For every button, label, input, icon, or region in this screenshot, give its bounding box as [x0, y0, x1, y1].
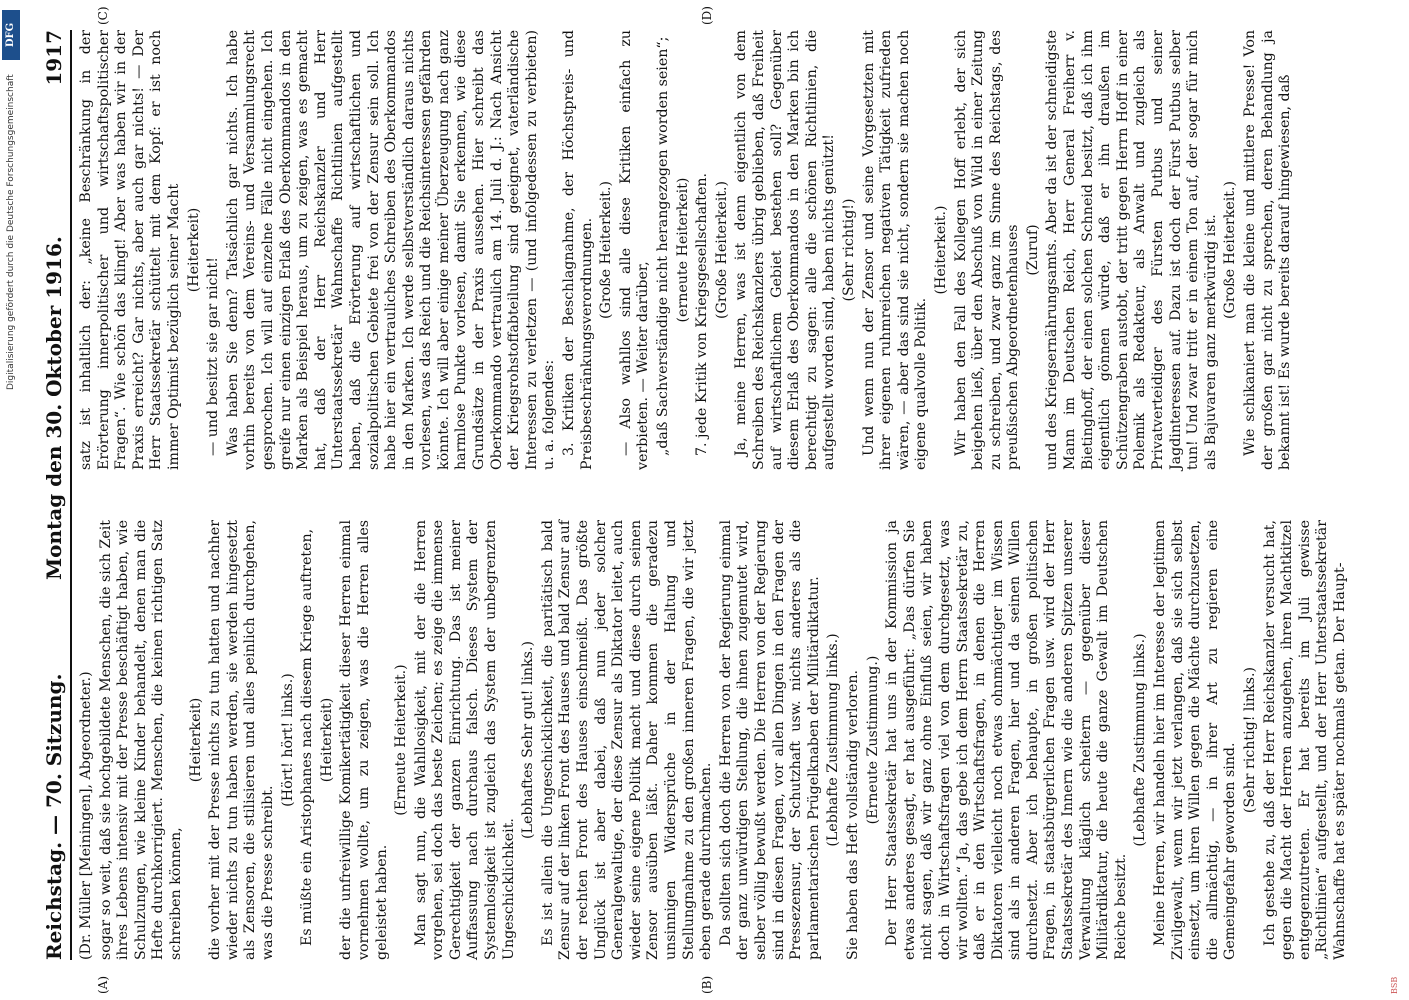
paragraph: die vorher mit der Presse nichts zu tun hatten und nachher wieder nichts zu tun haben werden, sie werden hingesetzt als Zensoren, die stilisieren und alles peinlich durchgehen, was die Presse schreibt.: [207, 520, 276, 960]
paragraph: — und besitzt sie gar nicht!: [205, 257, 222, 456]
paragraph: Sie haben das Heft vollständig verloren.: [844, 670, 861, 960]
margin-mark-d: (D): [700, 6, 714, 25]
digitization-strip: [0, 0, 26, 1000]
interjection: (Große Heiterkeit.): [1222, 180, 1239, 320]
right-column: [78, 30, 1297, 470]
margin-mark-c: (C): [96, 6, 110, 25]
interjection: (Lebhafte Zustimmung links.): [1132, 633, 1149, 847]
header-session: Reichstag. — 70. Sitzung.: [42, 673, 66, 960]
left-column: [78, 520, 1352, 960]
interjection: (Sehr richtig! links.): [1242, 666, 1258, 814]
interjection: (Lebhaftes Sehr gut! links.): [520, 641, 537, 839]
interjection: (Heiterkeit): [318, 697, 335, 783]
paragraph: — Also wahllos sind alle diese Kritiken einfach zu verbieten. — Weiter darüber,: [617, 30, 652, 470]
interjection: (Heiterkeit.): [932, 205, 949, 295]
paragraph: Da sollten sich doch die Herren von der Regierung einmal der ganz unwürdigen Stellung, die ihnen zugemutet wird, selber völlig bewußt werden. Die Herren von der Regierung sind in diesen Fragen, vor allen Dingen in den Fragen der Pressezensur, der Schutzhaft usw. nichts anderes als die parlamentarischen Prügelknaben der Militärdiktatur.: [717, 520, 822, 960]
margin-mark-b: (B): [700, 975, 714, 994]
interjection: (erneute Heiterkeit): [674, 177, 691, 323]
paragraph: Ich gestehe zu, daß der Herr Reichskanzler versucht hat, gegen die Macht der Herren anzugehen, ihren Machtkitzel entgegenzutreten. Er hat bereits im Juli gewisse „Richtlinien“ aufgestellt, und der Herr Unterstaatssekretär Wahnschaffe hat es später nochmals getan. Der Haupt-: [1261, 520, 1348, 960]
interjection: (Erneute Zustimmung.): [864, 655, 881, 825]
paragraph: Es müßte ein Aristophanes nach diesem Kriege auftreten,: [299, 528, 316, 946]
dfg-funding-note: Digitalisierung gefördert durch die Deutsche Forschungsgemeinschaft: [6, 74, 16, 390]
paragraph: Es ist allein die Ungeschicklichkeit, die paritätisch bald Zensur auf der linken Front des Hauses und bald Zensur auf der rechten Front des Hauses einschmeißt. Das größte Unglück ist aber dabei, daß nun jeder solcher Generalgewaltige, der diese Zensur als Diktator leitet, auch wieder seine eigene Politik macht und diese durch seinen Zensor ausüben läßt. Daher kommen die geradezu unsinnigen Widersprüche in der Haltung und Stellungnahme zu den großen inneren Fragen, die wir jetzt eben gerade durchmachen.: [539, 520, 715, 960]
interjection: (Erneute Heiterkeit.): [393, 664, 410, 816]
paragraph: Man sagt nun, die Wahllosigkeit, mit der die Herren vorgehen, sei doch das beste Zeichen; es zeige die immense Gerechtigkeit der ganzen Einrichtung. Das ist meiner Auffassung nach durchaus falsch. Dieses System der Systemlosigkeit ist zugleich das System der unbegrenzten Ungeschicklichkeit.: [412, 520, 517, 960]
dfg-logo: DFG: [2, 10, 20, 60]
paragraph: 7. jede Kritik von Kriegsgesellschaften.: [694, 172, 711, 456]
interjection: (Heiterkeit): [187, 697, 204, 783]
interjection: (Sehr richtig!): [840, 198, 857, 302]
header-date: Montag den 30. Oktober 1916.: [42, 236, 66, 580]
bsb-mark: BSB: [1390, 976, 1399, 994]
paragraph: Was haben Sie denn? Tatsächlich gar nichts. Ich habe vorhin bereits von dem Vereins- und Versammlungsrecht gesprochen. Ich will auf einzelne Fälle nicht eingehen. Ich greife nur einen einzigen Erlaß des Oberkommandos in den Marken als Beispiel heraus, um zu zeigen, was es gemacht hat, daß der Herr Reichskanzler und Herr Unterstaatssekretär Wahnschaffe Richtlinien aufgestellt haben, daß die Erörterung auf wirtschaftlichen und sozialpolitischen Gebiete frei von der Zensur sein soll. Ich habe hier ein vertrauliches Schreiben des Oberkommandos in den Marken. Ich werde selbstverständlich daraus nichts vorlesen, was das Reich und die Reichsinteressen gefährden könnte. Ich will aber einige meiner Überzeugung nach ganz harmlose Punkte vorlesen, damit Sie erkennen, wie diese Grundsätze in der Praxis aussehen. Hier schreibt das Oberkommando vertraulich am 14. Juli d. J.: Nach Ansicht der Kriegsrohstoffabteilung sind geeignet, vaterländische Interessen zu verletzen — (und infolgedessen zu verbieten) u. a. folgendes:: [224, 30, 558, 470]
paragraph: Wir haben den Fall des Kollegen Hoff erlebt, der sich beigehen ließ, über den Abschuß von Wild in einer Zeitung zu schreiben, und zwar ganz im Sinne des Reichstags, des preußischen Abgeordnetenhauses: [952, 30, 1022, 470]
paragraph: 3. Kritiken der Beschlagnahme, der Höchstpreis- und Preisbeschränkungsverordnungen.: [561, 30, 595, 470]
interjection: (Hört! hört! links.): [279, 673, 296, 807]
page-header: [30, 30, 72, 960]
page-number: 1917: [42, 30, 66, 86]
interjection: (Große Heiterkeit.): [713, 180, 730, 320]
paragraph: Wie schikaniert man die kleine und mittlere Presse! Von der großen gar nicht zu sprechen, deren Behandlung ja bekannt ist! Es wurde bereits darauf hingewiesen, daß: [1242, 30, 1294, 470]
interjection: (Zuruf): [1024, 224, 1041, 276]
paragraph: Meine Herren, wir handeln hier im Interesse der legitimen Zivilgewalt, wenn wir jetzt verlangen, daß sie sich selbst einsetzt, um ihren Willen gegen die Mächte durchzusetzen, die allmächtig, — in ihrer Art zu regieren eine Gemeingefahr geworden sind.: [1152, 520, 1239, 960]
paragraph: der die unfreiwillige Komikertätigkeit dieser Herren einmal vornehmen wollte, um zu zeigen, was die Herren alles geleistet haben.: [338, 520, 390, 960]
interjection: (Lebhafte Zustimmung links.): [825, 633, 842, 847]
paragraph: Ja, meine Herren, was ist denn eigentlich von dem Schreiben des Reichskanzlers übrig geblieben, daß Freiheit auf wirtschaftlichem Gebiet bestehen soll? Gegenüber diesem Erlaß des Oberkommandos in den Marken bin ich berechtigt zu sagen: alle die schönen Richtlinien, die aufgestellt worden sind, haben nichts genützt!: [733, 30, 838, 470]
paragraph: Der Herr Staatssekretär hat uns in der Kommission ja etwas anderes gesagt, er hat ausgeführt: „Das dürfen Sie nicht sagen, daß wir ganz ohne Einfluß seien, wir haben doch in Wirtschaftsfragen viel von dem durchgesetzt, was wir wollten.“ Ja, das gebe ich dem Herrn Staatssekretär zu, daß er in den Wirtschaftsfragen, in denen die Herren Diktatoren vielleicht noch etwas ohnmächtiger im Wissen sind als in anderen Fragen, hier und da seinen Willen durchsetzt. Aber ich behaupte, in großen politischen Fragen, in staatsbürgerlichen Fragen usw. wird der Herr Staatssekretär des Innern wie die anderen Spitzen unserer Verwaltung kläglich scheitern — gegenüber dieser Militärdiktatur, die heute die ganze Gewalt im Deutschen Reiche besitzt.: [884, 520, 1129, 960]
paragraph: „daß Sachverständige nicht herangezogen worden seien“;: [655, 36, 671, 456]
margin-mark-a: (A): [96, 975, 110, 994]
paragraph: sogar so weit, daß sie hochgebildete Menschen, die sich Zeit ihres Lebens intensiv mit der Presse beschäftigt haben, wie Schulzungen, wie kleine Kinder behandelt, denen man die Hefte durchkorrigiert. Menschen, die keinen richtigen Satz schreiben können,: [97, 520, 184, 960]
speaker-line: (Dr. Müller [Meiningen], Abgeordneter.): [78, 671, 94, 960]
paragraph: Und wenn nun der Zensor und seine Vorgesetzten mit ihrer eigenen ruhmreichen negativen Tätigkeit zufrieden wären, — aber das sind sie nicht, sondern sie machen noch eigene qualvolle Politik.: [860, 30, 930, 470]
paragraph: satz ist inhaltlich der: „keine Beschränkung in der Erörterung innerpolitischer und wirtschaftspolitischer Fragen“. Wie schön das klingt! Aber was haben wir in der Praxis erreicht? Gar nichts, aber auch gar nichts! — Der Herr Staatssekretär schüttelt mit dem Kopf: er ist noch immer Optimist bezüglich seiner Macht: [78, 30, 182, 470]
interjection: (Große Heiterkeit.): [598, 180, 615, 320]
interjection: (Heiterkeit): [185, 207, 202, 293]
paragraph: und des Kriegsernährungsamts. Aber da ist der schneidigste Mann im Deutschen Reich, Herr General Freiherr v. Bietinghoff, der einen solchen Schneid besitzt, daß ich ihm eigentlich gönnen würde, daß er ihn draußen im Schützengraben austobt, der tritt gegen Herrn Hoff in einer Polemik als Redakteur, als Anwalt und zugleich als Privatverteidiger des Fürsten Putbus und seiner Jagdinteressen auf. Dazu ist doch der Fürst Putbus selber tun! Und zwar tritt er in einem Ton auf, der sogar für mich als Bajuvaren ganz merkwürdig ist.: [1044, 30, 1219, 470]
